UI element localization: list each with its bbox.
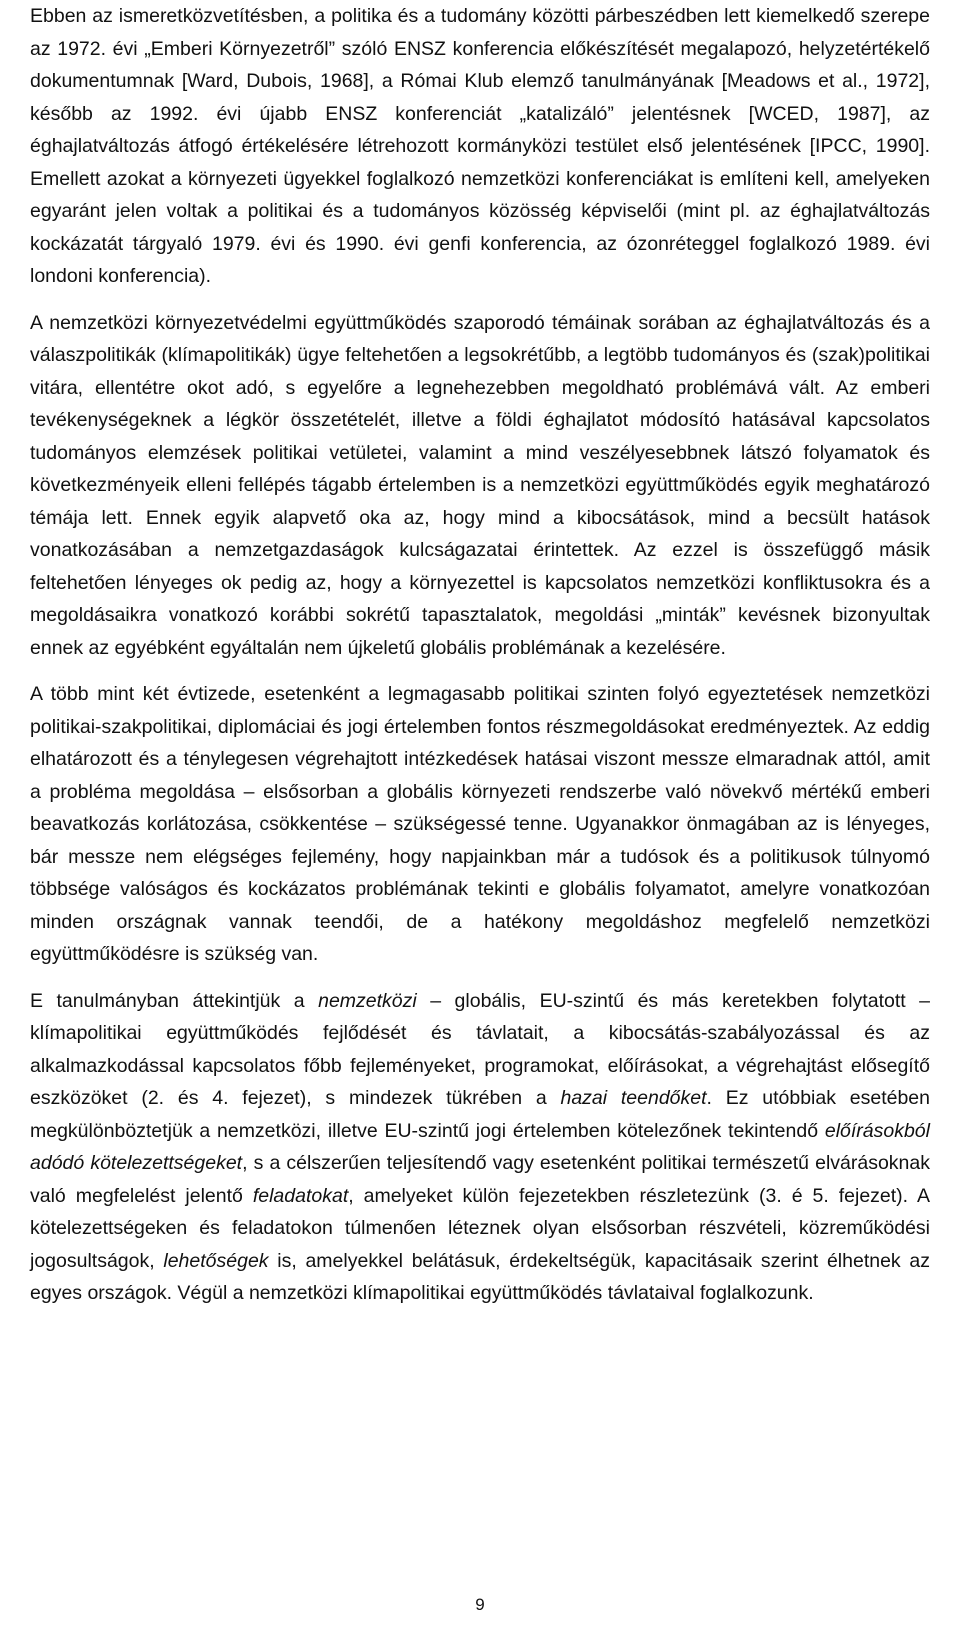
emphasis-feladatokat: feladatokat (252, 1184, 349, 1207)
paragraph-2 (30, 307, 930, 665)
emphasis-nemzetkozi: nemzetközi (318, 989, 417, 1012)
emphasis-lehetosegek: lehetőségek (163, 1249, 269, 1272)
paragraph-4-text: , amelyeket külön fejezetekben részletezünk (3. é 5. fejezet). A kötelezettségeken és feladatokon túlmenően léteznek olyan elsősorban részvételi, közreműködési jogosultságok, (30, 1184, 930, 1272)
paragraph-4-text: . Ez utóbbiak esetében megkülönböztetjük a nemzetközi, illetve EU-szintű jogi értelemben kötelezőnek tekintendő (30, 1087, 930, 1142)
paragraph-3-text: A több mint két évtizede, esetenként a legmagasabb politikai szinten folyó egyeztetések nemzetközi politikai-szakpolitikai, diplomáciai és jogi értelemben fontos részmegoldásokat eredményeztek. Az eddig elhatározott és a ténylegesen végrehajtott intézkedések hatásai viszont messze elmaradnak attól, amit a probléma megoldása – elsősorban a globális környezeti rendszerbe való növekvő mértékű emberi beavatkozás korlátozása, csökkentése – szükségessé tenne. Ugyanakkor önmagában az is lényeges, bár messze nem elégséges fejlemény, hogy napjainkban már a tudósok és a politikusok túlnyomó többsége valóságos és kockázatos problémának tekinti e globális folyamatot, amelyre vonatkozóan minden országnak vannak teendői, de a hatékony megoldáshoz megfelelő nemzetközi együttműködésre is szükség van. (30, 683, 930, 965)
paragraph-4-text: – globális, EU-szintű és más keretekben folytatott – klímapolitikai együttműködés fejlődését és távlatait, a kibocsátás-szabályozással és az alkalmazkodással kapcsolatos főbb fejleményeket, programokat, előírásokat, a végrehajtást elősegítő eszközöket (2. és 4. fejezet), s mindezek tükrében a (30, 989, 930, 1109)
paragraph-4-text: , s a célszerűen teljesítendő vagy esetenként politikai természetű elvárásoknak való megfelelést jelentő (30, 1152, 930, 1207)
body-text (30, 0, 930, 1324)
paragraph-4 (30, 985, 930, 1310)
paragraph-2-text: A nemzetközi környezetvédelmi együttműködés szaporodó témáinak sorában az éghajlatváltozás és a válaszpolitikák (klímapolitikák) ügye feltehetően a legsokrétűbb, a legtöbb tudományos és (szak)politikai vitára, ellentétre okot adó, s egyelőre a legnehezebben megoldható problémává vált. Az emberi tevékenységeknek a légkör összetételét, illetve a földi éghajlatot módosító hatásával kapcsolatos tudományos elemzések politikai vetületei, valamint a mind veszélyesebbnek látszó folyamatok és következményeik elleni fellépés tágabb értelemben is a nemzetközi együttműködés egyik meghatározó témája lett. Ennek egyik alapvető oka az, hogy mind a kibocsátások, mind a becsült hatások vonatkozásában a nemzetgazdaságok kulcságazatai érintettek. Az ezzel is összefüggő másik feltehetően lényeges ok pedig az, hogy a környezettel is kapcsolatos nemzetközi konfliktusokra és a megoldásaikra vonatkozó korábbi sokrétű tapasztalatok, megoldási „minták” kevésnek bizonyultak ennek az egyébként egyáltalán nem újkeletű globális problémának a kezelésére. (30, 311, 930, 659)
paragraph-4-text: is, amelyekkel belátásuk, érdekeltségük, kapacitásaik szerint élhetnek az egyes országok. Végül a nemzetközi klímapolitikai együttműködés távlataival foglalkozunk. (30, 1249, 930, 1304)
page-number: 9 (475, 1595, 485, 1614)
paragraph-1 (30, 0, 930, 293)
emphasis-kotelezettsegeket: előírásokból adódó kötelezettségeket (30, 1119, 930, 1174)
paragraph-4-text: E tanulmányban áttekintjük a (30, 989, 319, 1012)
paragraph-1-text: Ebben az ismeretközvetítésben, a politika és a tudomány közötti párbeszédben lett kiemelkedő szerepe az 1972. évi „Emberi Környezetről” szóló ENSZ konferencia előkészítését megalapozó, helyzetértékelő dokumentumnak [Ward, Dubois, 1968], a Római Klub elemző tanulmányának [Meadows et al., 1972], később az 1992. évi újabb ENSZ konferenciát „katalizáló” jelentésnek [WCED, 1987], az éghajlatváltozás átfogó értékelésére létrehozott kormányközi testület első jelentésének [IPCC, 1990]. Emellett azokat a környezeti ügyekkel foglalkozó nemzetközi konferenciákat is említeni kell, amelyeken egyaránt jelen voltak a politikai és a tudományos közösség képviselői (mint pl. az éghajlatváltozás kockázatát tárgyaló 1979. évi és 1990. évi genfi konferencia, az ózonréteggel foglalkozó 1989. évi londoni konferencia). (30, 5, 930, 287)
paragraph-3 (30, 678, 930, 971)
emphasis-hazai-teendoket: hazai teendőket (560, 1087, 707, 1109)
